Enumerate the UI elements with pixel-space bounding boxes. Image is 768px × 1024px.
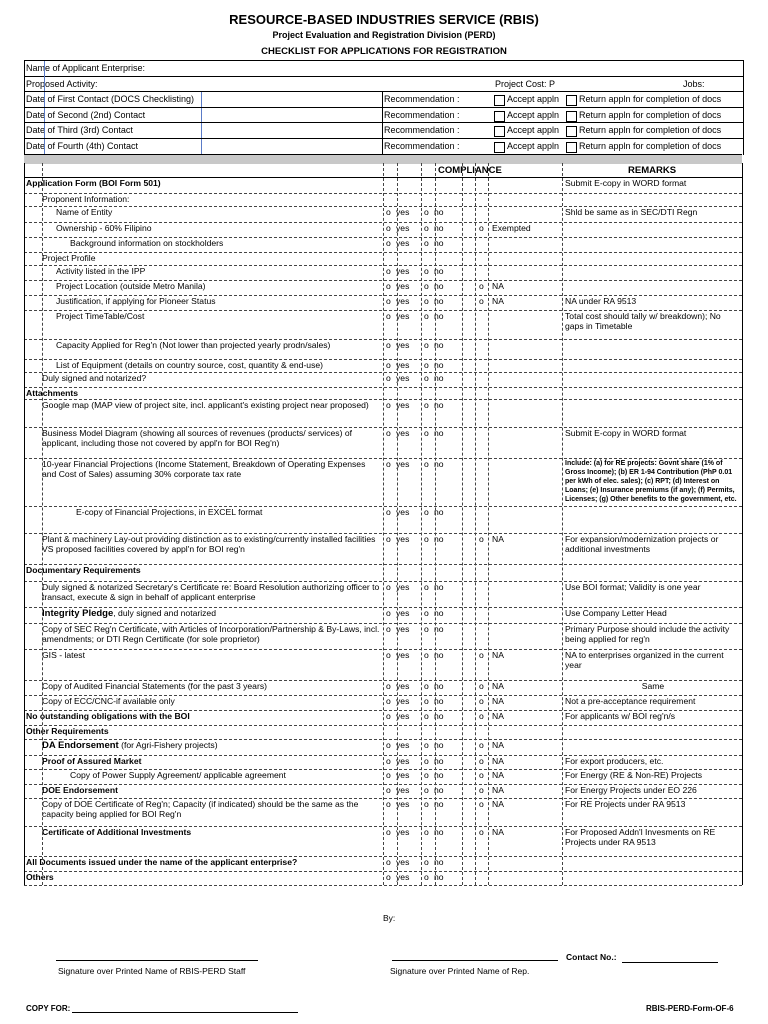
- requirement-label: Duly signed & notarized Secretary's Certificate re: Board Resolution authorizing officer to transact, execute & sign in behalf of applicant enterprise: [42, 582, 380, 602]
- compliance-yes-option[interactable]: o: [386, 459, 391, 469]
- option-label: no: [434, 340, 444, 350]
- requirement-label: Duly signed and notarized?: [42, 373, 147, 383]
- option-label: yes: [396, 238, 410, 248]
- option-label: no: [434, 711, 444, 721]
- staff-signature-line[interactable]: [56, 960, 258, 961]
- compliance-extra-option[interactable]: o: [479, 696, 484, 706]
- compliance-no-option[interactable]: o: [424, 400, 429, 410]
- requirement-label: Application Form (BOI Form 501): [26, 178, 161, 188]
- compliance-yes-option[interactable]: o: [386, 534, 391, 544]
- compliance-yes-option[interactable]: o: [386, 756, 391, 766]
- requirement-label: Copy of SEC Reg'n Certificate, with Articles of Incorporation/Partnership & By-Laws, incl. amendments; or DTI Regn Certificate (for sole proprietor): [42, 624, 380, 644]
- compliance-no-option[interactable]: o: [424, 507, 429, 517]
- compliance-no-option[interactable]: o: [424, 281, 429, 291]
- option-label: Exempted: [492, 223, 531, 233]
- compliance-no-option[interactable]: o: [424, 650, 429, 660]
- compliance-no-option[interactable]: o: [424, 311, 429, 321]
- option-label: no: [434, 281, 444, 291]
- compliance-no-option[interactable]: o: [424, 624, 429, 634]
- compliance-yes-option[interactable]: o: [386, 827, 391, 837]
- accept-label: Accept appln: [507, 141, 560, 151]
- compliance-no-option[interactable]: o: [424, 207, 429, 217]
- option-label: yes: [396, 827, 410, 837]
- option-label: NA: [492, 696, 504, 706]
- remark-text: For Energy (RE & Non-RE) Projects: [565, 770, 703, 780]
- page-title: RESOURCE-BASED INDUSTRIES SERVICE (RBIS): [229, 12, 539, 27]
- option-label: no: [434, 608, 444, 618]
- accept-checkbox[interactable]: [494, 142, 505, 153]
- requirement-label: Business Model Diagram (showing all sources of revenues (products/ services) of applicant, including those not covered by appl'n for BOI Reg'n): [42, 428, 352, 448]
- compliance-header: COMPLIANCE: [438, 165, 502, 176]
- recommendation-label: Recommendation :: [384, 94, 460, 104]
- activity-row[interactable]: [25, 77, 743, 92]
- compliance-yes-option[interactable]: o: [386, 281, 391, 291]
- compliance-yes-option[interactable]: o: [386, 296, 391, 306]
- contact-date-label: Date of Fourth (4th) Contact: [26, 141, 139, 151]
- remark-text: Use Company Letter Head: [565, 608, 667, 618]
- compliance-extra-option[interactable]: o: [479, 711, 484, 721]
- option-label: yes: [396, 207, 410, 217]
- contact-no-field[interactable]: [622, 962, 718, 963]
- remark-text: For applicants w/ BOI reg'n/s: [565, 711, 676, 721]
- form-code: RBIS-PERD-Form-OF-6: [646, 1004, 734, 1013]
- option-label: no: [434, 872, 444, 882]
- requirement-label: No outstanding obligations with the BOI: [26, 711, 190, 721]
- compliance-extra-option[interactable]: o: [479, 740, 484, 750]
- requirement-label: Plant & machinery Lay-out providing distinction as to existing/currently installed facilities VS proposed facilities covered by appl'n for BOI reg'n: [42, 534, 376, 554]
- activity-label: Proposed Activity:: [26, 79, 98, 89]
- requirement-label: All Documents issued under the name of the applicant enterprise?: [26, 857, 298, 867]
- remark-text: NA under RA 9513: [565, 296, 637, 306]
- remark-text: For Energy Projects under EO 226: [565, 785, 697, 795]
- option-label: NA: [492, 650, 504, 660]
- return-label: Return appln for completion of docs: [579, 141, 722, 151]
- option-label: yes: [396, 400, 410, 410]
- requirement-label: Copy of Audited Financial Statements (for the past 3 years): [42, 681, 267, 691]
- rep-signature-line[interactable]: [392, 960, 558, 961]
- compliance-extra-option[interactable]: o: [479, 785, 484, 795]
- compliance-extra-option[interactable]: o: [479, 223, 484, 233]
- compliance-extra-option[interactable]: o: [479, 296, 484, 306]
- option-label: yes: [396, 311, 410, 321]
- remark-text: Primary Purpose should include the activity being applied for reg'n: [565, 624, 730, 644]
- option-label: yes: [396, 857, 410, 867]
- requirement-label: DA Endorsement (for Agri-Fishery projects): [42, 740, 218, 751]
- compliance-no-option[interactable]: o: [424, 582, 429, 592]
- checklist-title: CHECKLIST FOR APPLICATIONS FOR REGISTRATION: [261, 46, 507, 57]
- contact-row: [25, 139, 743, 154]
- compliance-yes-option[interactable]: o: [386, 400, 391, 410]
- requirement-label: Attachments: [26, 388, 79, 398]
- compliance-no-option[interactable]: o: [424, 740, 429, 750]
- remark-text: For RE Projects under RA 9513: [565, 799, 686, 809]
- project-cost-label: Project Cost: P: [495, 79, 556, 89]
- compliance-yes-option[interactable]: o: [386, 582, 391, 592]
- remark-text: For expansion/modernization projects or additional investments: [565, 534, 719, 554]
- requirement-label: Justification, if applying for Pioneer Status: [56, 296, 216, 306]
- return-checkbox[interactable]: [566, 95, 577, 106]
- compliance-no-option[interactable]: o: [424, 770, 429, 780]
- compliance-yes-option[interactable]: o: [386, 785, 391, 795]
- compliance-extra-option[interactable]: o: [479, 799, 484, 809]
- option-label: yes: [396, 785, 410, 795]
- option-label: no: [434, 266, 444, 276]
- remark-text: For Proposed Addn'l Invesments on RE Projects under RA 9513: [565, 827, 716, 847]
- option-label: yes: [396, 740, 410, 750]
- applicant-info-box: [24, 60, 744, 155]
- compliance-no-option[interactable]: o: [424, 872, 429, 882]
- compliance-yes-option[interactable]: o: [386, 696, 391, 706]
- option-label: no: [434, 785, 444, 795]
- accept-checkbox[interactable]: [494, 126, 505, 137]
- requirement-label: Proponent Information:: [42, 194, 130, 204]
- requirement-label: Certificate of Additional Investments: [42, 827, 192, 837]
- remark-text: Same: [641, 681, 665, 691]
- requirement-label: GIS - latest: [42, 650, 85, 660]
- requirement-label: Others: [26, 872, 54, 882]
- requirement-label: Google map (MAP view of project site, incl. applicant's existing project near proposed): [42, 400, 369, 410]
- option-label: yes: [396, 459, 410, 469]
- requirement-label: Project Profile: [42, 253, 96, 263]
- requirement-label: Project Location (outside Metro Manila): [56, 281, 206, 291]
- compliance-no-option[interactable]: o: [424, 785, 429, 795]
- return-label: Return appln for completion of docs: [579, 125, 722, 135]
- compliance-yes-option[interactable]: o: [386, 608, 391, 618]
- option-label: NA: [492, 681, 504, 691]
- compliance-no-option[interactable]: o: [424, 857, 429, 867]
- contact-date-label: Date of Third (3rd) Contact: [26, 125, 133, 135]
- compliance-no-option[interactable]: o: [424, 340, 429, 350]
- remark-text: Not a pre-acceptance requirement: [565, 696, 696, 706]
- option-label: yes: [396, 360, 410, 370]
- option-label: yes: [396, 340, 410, 350]
- compliance-no-option[interactable]: o: [424, 360, 429, 370]
- division-subtitle: Project Evaluation and Registration Division (PERD): [272, 30, 496, 40]
- option-label: yes: [396, 608, 410, 618]
- accept-label: Accept appln: [507, 110, 560, 120]
- option-label: no: [434, 459, 444, 469]
- accept-label: Accept appln: [507, 125, 560, 135]
- remarks-header: REMARKS: [628, 165, 677, 176]
- compliance-yes-option[interactable]: o: [386, 266, 391, 276]
- requirement-label: Copy of DOE Certificate of Reg'n; Capacity (if indicated) should be the same as the capacity being applied for BOI Reg'n: [42, 799, 359, 819]
- requirement-label: Project TimeTable/Cost: [56, 311, 145, 321]
- option-label: yes: [396, 799, 410, 809]
- accept-checkbox[interactable]: [494, 111, 505, 122]
- option-label: NA: [492, 827, 504, 837]
- option-label: no: [434, 756, 444, 766]
- option-label: no: [434, 624, 444, 634]
- option-label: no: [434, 650, 444, 660]
- option-label: yes: [396, 281, 410, 291]
- compliance-yes-option[interactable]: o: [386, 238, 391, 248]
- option-label: yes: [396, 872, 410, 882]
- compliance-no-option[interactable]: o: [424, 799, 429, 809]
- compliance-no-option[interactable]: o: [424, 238, 429, 248]
- option-label: yes: [396, 507, 410, 517]
- compliance-yes-option[interactable]: o: [386, 799, 391, 809]
- compliance-no-option[interactable]: o: [424, 756, 429, 766]
- compliance-no-option[interactable]: o: [424, 428, 429, 438]
- option-label: no: [434, 400, 444, 410]
- remark-text: Use BOI format; Validity is one year: [565, 582, 701, 592]
- option-label: no: [434, 296, 444, 306]
- remark-text: Submit E-copy in WORD format: [565, 178, 687, 188]
- contact-row: [25, 92, 743, 107]
- remark-text: For export producers, etc.: [565, 756, 664, 766]
- compliance-no-option[interactable]: o: [424, 681, 429, 691]
- contact-no-label: Contact No.:: [566, 952, 617, 962]
- requirement-label: Other Requirements: [26, 726, 109, 736]
- option-label: yes: [396, 266, 410, 276]
- copy-for-field[interactable]: [72, 1012, 298, 1013]
- option-label: no: [434, 799, 444, 809]
- option-label: no: [434, 770, 444, 780]
- compliance-yes-option[interactable]: o: [386, 770, 391, 780]
- option-label: no: [434, 696, 444, 706]
- option-label: yes: [396, 373, 410, 383]
- accept-checkbox[interactable]: [494, 95, 505, 106]
- compliance-no-option[interactable]: o: [424, 608, 429, 618]
- compliance-yes-option[interactable]: o: [386, 740, 391, 750]
- contact-row: [25, 123, 743, 138]
- requirement-label: 10-year Financial Projections (Income Statement, Breakdown of Operating Expenses and Cost of Sales) assuming 30% corporate tax rate: [42, 459, 366, 479]
- requirement-label: Capacity Applied for Reg'n (Not lower than projected yearly prodn/sales): [56, 340, 331, 350]
- option-label: yes: [396, 534, 410, 544]
- compliance-no-option[interactable]: o: [424, 711, 429, 721]
- option-label: yes: [396, 296, 410, 306]
- contact-date-label: Date of First Contact (DOCS Checklisting): [26, 94, 195, 104]
- remark-text: Submit E-copy in WORD format: [565, 428, 687, 438]
- compliance-extra-option[interactable]: o: [479, 770, 484, 780]
- option-label: no: [434, 681, 444, 691]
- requirement-label: Activity listed in the IPP: [56, 266, 146, 276]
- option-label: NA: [492, 711, 504, 721]
- requirement-label: DOE Endorsement: [42, 785, 118, 795]
- compliance-yes-option[interactable]: o: [386, 650, 391, 660]
- compliance-extra-option[interactable]: o: [479, 681, 484, 691]
- option-label: no: [434, 428, 444, 438]
- compliance-extra-option[interactable]: o: [479, 534, 484, 544]
- compliance-yes-option[interactable]: o: [386, 207, 391, 217]
- requirement-label: Integrity Pledge, duly signed and notarized: [42, 608, 216, 619]
- compliance-yes-option[interactable]: o: [386, 624, 391, 634]
- contact-row: [25, 108, 743, 123]
- option-label: yes: [396, 756, 410, 766]
- option-label: yes: [396, 223, 410, 233]
- option-label: no: [434, 534, 444, 544]
- compliance-yes-option[interactable]: o: [386, 711, 391, 721]
- by-label: By:: [383, 913, 396, 923]
- compliance-no-option[interactable]: o: [424, 266, 429, 276]
- option-label: NA: [492, 770, 504, 780]
- requirement-label: Copy of Power Supply Agreement/ applicable agreement: [70, 770, 286, 780]
- staff-signature-label: Signature over Printed Name of RBIS-PERD Staff: [58, 966, 246, 976]
- compliance-yes-option[interactable]: o: [386, 223, 391, 233]
- option-label: no: [434, 373, 444, 383]
- compliance-no-option[interactable]: o: [424, 223, 429, 233]
- option-label: no: [434, 740, 444, 750]
- return-checkbox[interactable]: [566, 142, 577, 153]
- applicant-row[interactable]: [25, 61, 743, 76]
- compliance-yes-option[interactable]: o: [386, 857, 391, 867]
- option-label: no: [434, 582, 444, 592]
- compliance-no-option[interactable]: o: [424, 373, 429, 383]
- option-label: no: [434, 207, 444, 217]
- remark-text: NA to enterprises organized in the current year: [565, 650, 724, 670]
- compliance-no-option[interactable]: o: [424, 534, 429, 544]
- option-label: yes: [396, 711, 410, 721]
- compliance-extra-option[interactable]: o: [479, 650, 484, 660]
- compliance-yes-option[interactable]: o: [386, 311, 391, 321]
- compliance-yes-option[interactable]: o: [386, 872, 391, 882]
- compliance-no-option[interactable]: o: [424, 296, 429, 306]
- option-label: NA: [492, 785, 504, 795]
- recommendation-label: Recommendation :: [384, 141, 460, 151]
- requirement-label: Background information on stockholders: [70, 238, 224, 248]
- remark-text: Shld be same as in SEC/DTI Regn: [565, 207, 698, 217]
- option-label: NA: [492, 281, 504, 291]
- requirement-label: E-copy of Financial Projections, in EXCEL format: [76, 507, 263, 517]
- requirement-label: List of Equipment (details on country source, cost, quantity & end-use): [56, 360, 324, 370]
- option-label: yes: [396, 770, 410, 780]
- option-label: yes: [396, 681, 410, 691]
- compliance-extra-option[interactable]: o: [479, 281, 484, 291]
- remark-text: Total cost should tally w/ breakdown); No gaps in Timetable: [565, 311, 721, 331]
- option-label: NA: [492, 799, 504, 809]
- option-label: yes: [396, 582, 410, 592]
- compliance-no-option[interactable]: o: [424, 827, 429, 837]
- compliance-yes-option[interactable]: o: [386, 428, 391, 438]
- return-label: Return appln for completion of docs: [579, 94, 722, 104]
- jobs-label: Jobs:: [683, 79, 705, 89]
- compliance-no-option[interactable]: o: [424, 459, 429, 469]
- accept-label: Accept appln: [507, 94, 560, 104]
- return-checkbox[interactable]: [566, 126, 577, 137]
- copy-for-label: COPY FOR:: [26, 1004, 71, 1013]
- compliance-yes-option[interactable]: o: [386, 681, 391, 691]
- requirement-label: Proof of Assured Market: [42, 756, 142, 766]
- compliance-no-option[interactable]: o: [424, 696, 429, 706]
- requirement-label: Copy of ECC/CNC-if available only: [42, 696, 175, 706]
- option-label: no: [434, 223, 444, 233]
- option-label: NA: [492, 756, 504, 766]
- compliance-yes-option[interactable]: o: [386, 507, 391, 517]
- option-label: yes: [396, 696, 410, 706]
- option-label: NA: [492, 534, 504, 544]
- requirement-label: Documentary Requirements: [26, 565, 141, 575]
- compliance-yes-option[interactable]: o: [386, 373, 391, 383]
- return-checkbox[interactable]: [566, 111, 577, 122]
- requirement-label: Ownership - 60% Filipino: [56, 223, 152, 233]
- option-label: NA: [492, 296, 504, 306]
- option-label: yes: [396, 624, 410, 634]
- applicant-label: Name of Applicant Enterprise:: [26, 63, 146, 73]
- compliance-extra-option[interactable]: o: [479, 756, 484, 766]
- option-label: no: [434, 827, 444, 837]
- option-label: no: [434, 311, 444, 321]
- option-label: yes: [396, 428, 410, 438]
- option-label: no: [434, 238, 444, 248]
- remark-text: Include: (a) for RE projects: Govnt share (1% of Gross Income); (b) ER 1-94 Contribution (PhP 0.01 per kWh of elec. sales); (c) RPT; (d) Interest on Loans; (e) Insurance premiums (if any); (f) Permits, Licenses; (g) Other benefits to the government, etc.: [565, 460, 737, 503]
- recommendation-label: Recommendation :: [384, 125, 460, 135]
- option-label: no: [434, 360, 444, 370]
- requirement-label: Name of Entity: [56, 207, 113, 217]
- option-label: NA: [492, 740, 504, 750]
- compliance-extra-option[interactable]: o: [479, 827, 484, 837]
- option-label: no: [434, 507, 444, 517]
- rep-signature-label: Signature over Printed Name of Rep.: [390, 966, 530, 976]
- return-label: Return appln for completion of docs: [579, 110, 722, 120]
- compliance-yes-option[interactable]: o: [386, 360, 391, 370]
- option-label: no: [434, 857, 444, 867]
- option-label: yes: [396, 650, 410, 660]
- contact-date-label: Date of Second (2nd) Contact: [26, 110, 146, 120]
- compliance-yes-option[interactable]: o: [386, 340, 391, 350]
- recommendation-label: Recommendation :: [384, 110, 460, 120]
